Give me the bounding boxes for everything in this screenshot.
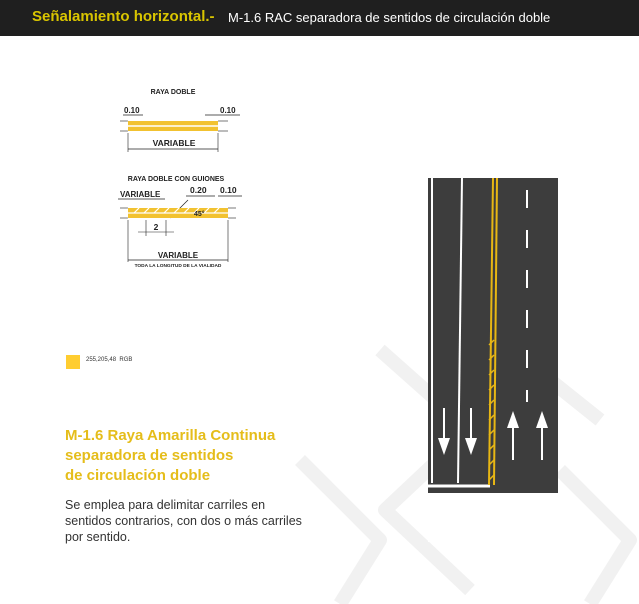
description-line: sentidos contrarios, con dos o más carriles xyxy=(65,514,302,528)
header-title-code: M-1.6 RAC separadora de sentidos de circulación doble xyxy=(228,10,551,25)
header-title-category: Señalamiento horizontal.- xyxy=(32,8,215,25)
double-line-dim-right: 0.10 xyxy=(220,106,236,115)
section-title-line: M-1.6 Raya Amarilla Continua xyxy=(65,427,276,444)
section-title-line: de circulación doble xyxy=(65,467,211,484)
description-line: por sentido. xyxy=(65,530,131,544)
double-dashed-angle: 45° xyxy=(194,211,205,218)
double-dashed-dim-left: VARIABLE xyxy=(120,190,161,199)
section-title-line: separadora de sentidos xyxy=(65,447,234,464)
double-line-dim-length: VARIABLE xyxy=(152,138,196,148)
crosswalk xyxy=(428,500,552,542)
swatch-rgb-value: 255,205,48 xyxy=(86,357,117,363)
road-illustration xyxy=(428,178,558,542)
color-swatch xyxy=(66,355,80,369)
color-swatch-label xyxy=(86,357,132,363)
double-line-title: RAYA DOBLE xyxy=(150,89,196,96)
double-line-diagram xyxy=(120,89,240,152)
double-dashed-dash-length: 2 xyxy=(153,222,159,232)
double-dashed-dim-note: TODA LA LONGITUD DE LA VIALIDAD xyxy=(134,264,222,269)
description-line: Se emplea para delimitar carriles en xyxy=(65,498,266,512)
double-dashed-dim-right: 0.10 xyxy=(220,185,237,195)
swatch-rgb-unit: RGB xyxy=(119,357,133,363)
double-line-dim-left: 0.10 xyxy=(124,106,140,115)
double-dashed-title: RAYA DOBLE CON GUIONES xyxy=(127,176,225,183)
double-dashed-dim-gap: 0.20 xyxy=(190,185,207,195)
section-title xyxy=(65,426,325,486)
double-dashed-line-diagram xyxy=(118,176,242,269)
double-dashed-dim-length: VARIABLE xyxy=(157,251,199,260)
section-description xyxy=(65,497,315,545)
